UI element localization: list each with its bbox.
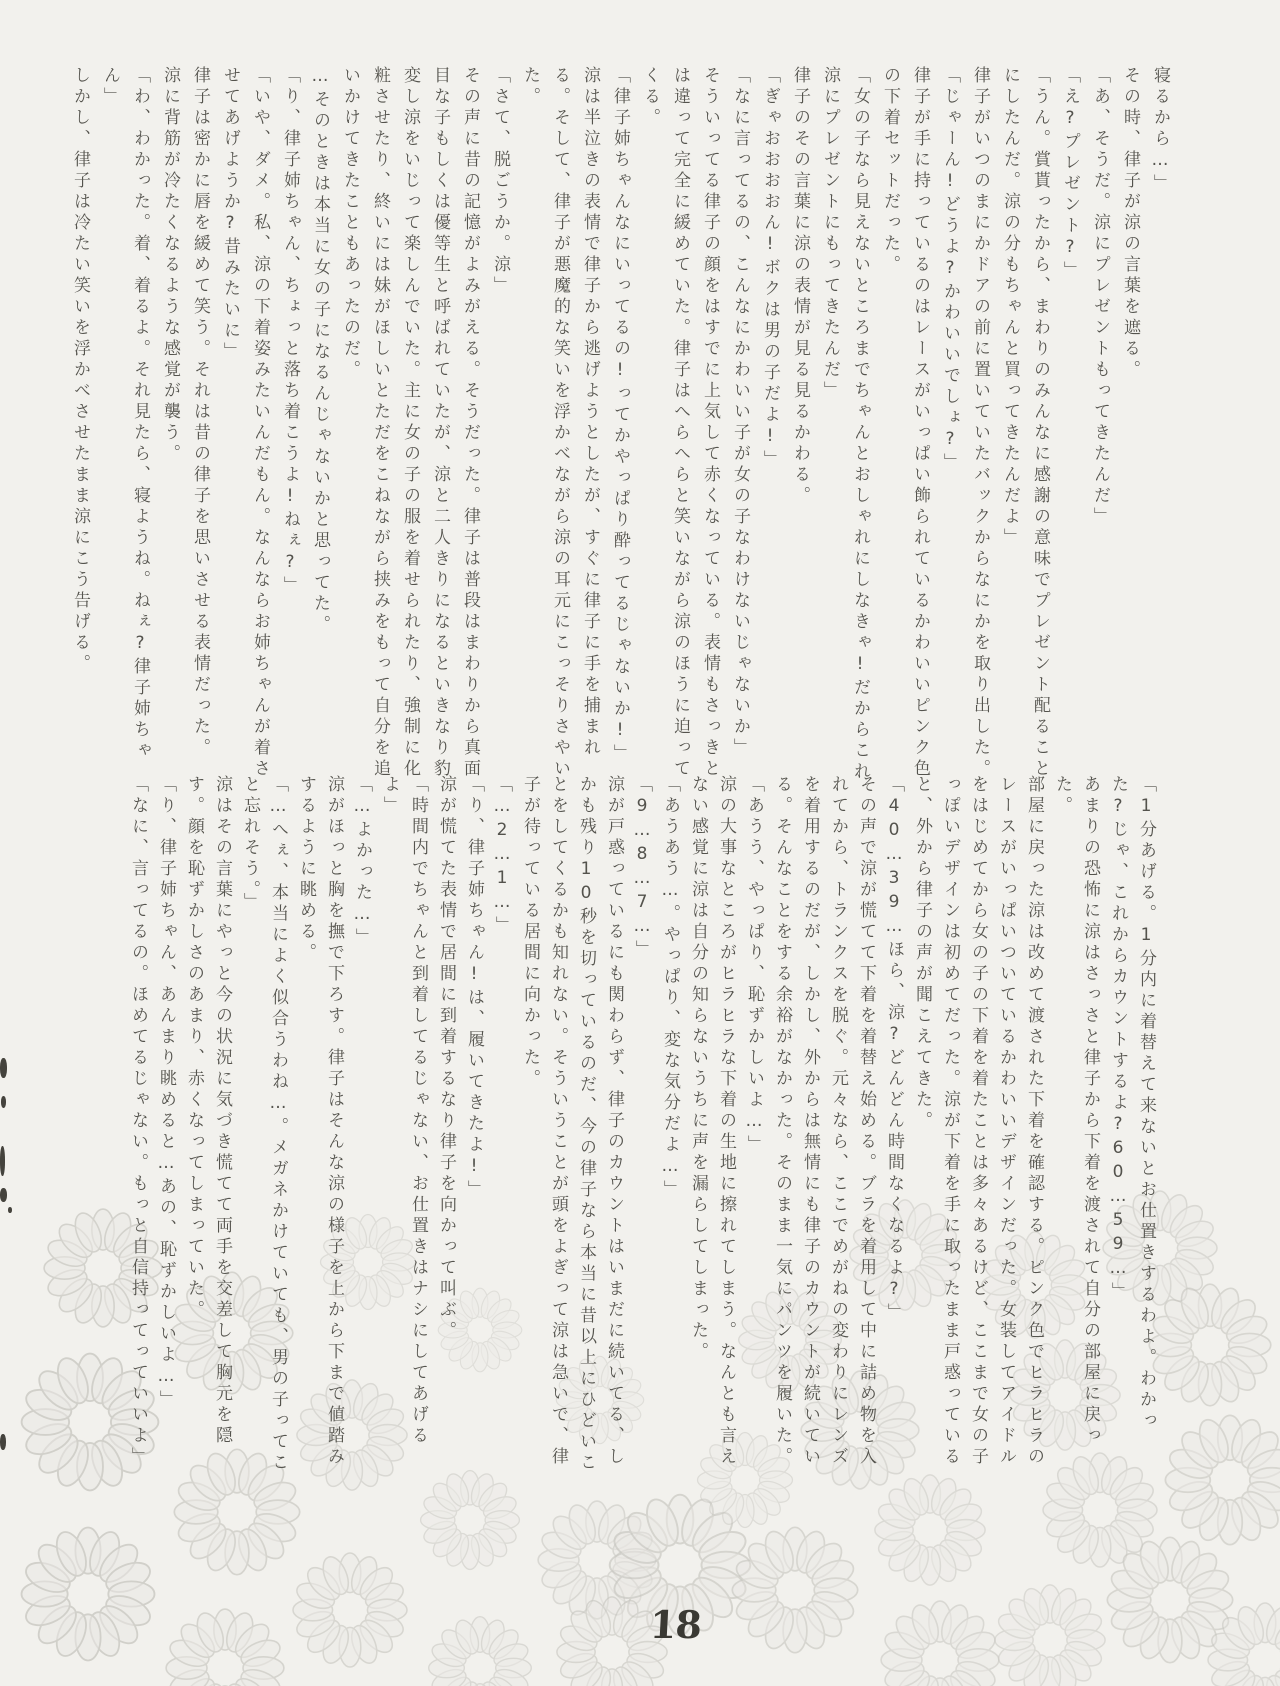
scan-artifact: [8, 1207, 12, 1213]
story-paragraph: そういってる律子の顔をはすでに上気して赤くなっている。表情もさっきとは違って完全に緩めていた。律子はへらへらと笑いながら涼のほうに迫ってくる。: [640, 66, 720, 780]
story-paragraph: その声で涼が慌てて下着を着替え始める。ブラを着用して中に詰め物を入れてから、トランクスを脱ぐ。元々なら、ここでめがねの変わりにレンズを着用するのだが、しかし、外からは無情にも律子のカウントが続いている。そんなことをする余裕がなかった。そのまま一気にパンツを履いた。: [772, 775, 876, 1468]
story-paragraph: 「…2…1…」: [492, 775, 512, 937]
story-paragraph: 律子のその言葉に涼の表情が見る見るかわる。: [790, 66, 810, 507]
story-paragraph: 「あうあう…。やっぱり、変な気分だよ…」: [660, 775, 680, 1201]
story-paragraph: 涼は半泣きの表情で律子から逃げようとしたが、すぐに律子に手を捕まれる。そして、律子が悪魔的な笑いを浮かべながら涼の耳元にこっそりさやいた。: [520, 66, 600, 780]
story-paragraph: 「なに、言ってるの。ほめてるじゃない。もっと自信持ってっていいよ」: [128, 775, 148, 1468]
story-paragraph: 「ぎゃおおおおん!ボクは男の子だよ!」: [760, 66, 780, 471]
flower-watermark: [878, 1598, 1002, 1686]
scan-artifact: [0, 1188, 7, 1202]
scan-artifact: [0, 1146, 5, 1176]
story-paragraph: 「り、律子姉ちゃん、あんまり眺めると…あの、恥ずかしいよ…」: [156, 775, 176, 1411]
scan-artifact: [0, 1434, 6, 1450]
story-paragraph: 「9…8…7…」: [632, 775, 652, 961]
story-paragraph: 「なに言ってるの、こんなにかわいい子が女の子なわけないじゃないか」: [730, 66, 750, 759]
story-paragraph: 涼が戸惑っているにも関わらず、律子のカウントはいまだに続いてる、しかも残り10秒を切っているのだ、今の律子なら本当に昔以上にひどいことをしてくるかも知れない。そういうことが頭をよぎって涼は急いで、律子が待っている居間に向かった。: [520, 775, 624, 1474]
story-paragraph: 律子がいつのまにかドアの前に置いていたバックからなにかを取り出した。: [970, 66, 990, 780]
story-paragraph: 「1分あげる。1分内に着替えて来ないとお仕置きするわよ。わかった?じゃ、これからカウントするよ?60…59…」: [1108, 775, 1156, 1432]
flower-watermark: [872, 1472, 988, 1588]
flower-watermark: [729, 1524, 861, 1656]
story-paragraph: 「え?プレゼント?」: [1060, 66, 1080, 282]
story-paragraph: 寝るから…」: [1150, 66, 1170, 195]
flower-watermark: [426, 1614, 534, 1686]
story-paragraph: 律子が手に持っているのはレースがいっぱい飾られているかわいいピンク色の下着セットだった。: [880, 66, 930, 780]
story-paragraph: 「り、律子姉ちゃん!は、履いてきたよ!」: [464, 775, 484, 1201]
flower-watermark: [163, 1606, 287, 1686]
flower-watermark: [18, 1524, 158, 1664]
story-paragraph: 涼に背筋が冷たくなるような感覚が襲う。: [160, 66, 180, 465]
story-paragraph: 涼がほっと胸を撫で下ろす。律子はそんな涼の様子を上から下まで値踏みするように眺める。: [296, 775, 344, 1468]
story-paragraph: 「じゃーん!どうよ?かわいいでしょ?」: [940, 66, 960, 474]
story-paragraph: しかし、律子は冷たい笑いを浮かべさせたまま涼にこう告げる。: [70, 66, 90, 675]
flower-watermark: [1162, 1412, 1280, 1548]
story-paragraph: 「り、律子姉ちゃん、ちょっと落ち着こうよ!ねぇ?」: [280, 66, 300, 597]
flower-watermark: [1205, 1600, 1280, 1686]
story-paragraph: 「あ、そうだ。涼にプレゼントもってきたんだ」: [1090, 66, 1110, 528]
story-paragraph: 部屋に戻った涼は改めて渡された下着を確認する。ピンク色でヒラヒラのレースがいっぱいついているかわいいデザインだった。女装してアイドルをはじめてから女の子の下着を着たことは多々あるけど、ここまで女の子っぽいデザインは初めてだった。涼が下着を手に取ったまま戸惑っていると、外から律子の声が聞こえてきた。: [912, 775, 1044, 1468]
story-paragraph: 「律子姉ちゃんなにいってるの!ってかやっぱり酔ってるじゃないか!」: [610, 66, 630, 765]
story-paragraph: 「うん。賞貰ったから、まわりのみんなに感謝の意味でプレゼント配ることにしたんだ。涼の分もちゃんと買ってきたんだよ」: [1000, 66, 1050, 780]
story-paragraph: 「…よかった…」: [352, 775, 372, 949]
scan-artifact: [0, 1058, 7, 1078]
story-paragraph: あまりの恐怖に涼はさっさと律子から下着を渡されて自分の部屋に戻った。: [1052, 775, 1100, 1447]
flower-watermark: [418, 1468, 522, 1572]
flower-watermark: [1146, 1281, 1274, 1409]
story-paragraph: 「さて、脱ごうか。涼」: [490, 66, 510, 297]
story-text-bottom: [124, 775, 1160, 1475]
story-paragraph: 「…へぇ、本当によく似合うわね…。メガネかけていても、男の子ってこと忘れそう。」: [240, 775, 288, 1474]
story-paragraph: 律子は密かに唇を緩めて笑う。それは昔の律子を思いさせる表情だった。: [190, 66, 210, 759]
story-paragraph: 「40…39…ほら、涼?どんどん時間なくなるよ?」: [884, 775, 904, 1324]
story-paragraph: その声に昔の記憶がよみがえる。そうだった。律子は普段はまわりから真面目な子もしくは優等生と呼ばれていたが、涼と二人きりになるといきなり豹変し涼をいじって楽しんでいた。主に女の子の服を着せられたり、強制に化粧させたり、終いには妹がほしいとただをこねながら挟みをもって自分を追いかけてきたこともあったのだ。: [340, 66, 480, 780]
story-paragraph: 「あうう、やっぱり、恥ずかしいよ…」: [744, 775, 764, 1156]
flower-watermark: [992, 1582, 1108, 1686]
story-paragraph: 「わ、わかった。着、着るよ。それ見たら、寝ようね。ねぇ?律子姉ちゃん」: [100, 66, 150, 762]
scan-artifact: [1, 1096, 6, 1108]
story-paragraph: その時、律子が涼の言葉を遮る。: [1120, 66, 1140, 381]
story-paragraph: 涼が慌てた表情で居間に到着するなり律子を向かって叫ぶ。: [436, 775, 456, 1342]
story-paragraph: …そのときは本当に女の子になるんじゃないかと思ってた。: [310, 66, 330, 636]
story-paragraph: 涼はその言葉にやっと今の状況に気づき慌てて両手を交差して胸元を隠す。顔を恥ずかしさのあまり、赤くなってしまっていた。: [184, 775, 232, 1447]
story-paragraph: 「時間内でちゃんと到着してるじゃない、お仕置きはナシにしてあげるよ」: [380, 775, 428, 1447]
story-text-top: [65, 66, 1175, 790]
story-paragraph: 涼の大事なところがヒラヒラな下着の生地に擦れてしまう。なんとも言えない感覚に涼は自分の知らないうちに声を漏らしてしまった。: [688, 775, 736, 1468]
flower-watermark: [290, 1550, 410, 1670]
story-paragraph: 「女の子なら見えないところまでちゃんとおしゃれにしなきゃ!だからこれ涼にプレゼントにもってきたんだ」: [820, 66, 870, 783]
page-number: 18: [648, 1602, 703, 1647]
story-paragraph: 「いや、ダメ。私、涼の下着姿みたいんだもん。なんならお姉ちゃんが着させてあげようか?昔みたいに」: [220, 66, 270, 780]
